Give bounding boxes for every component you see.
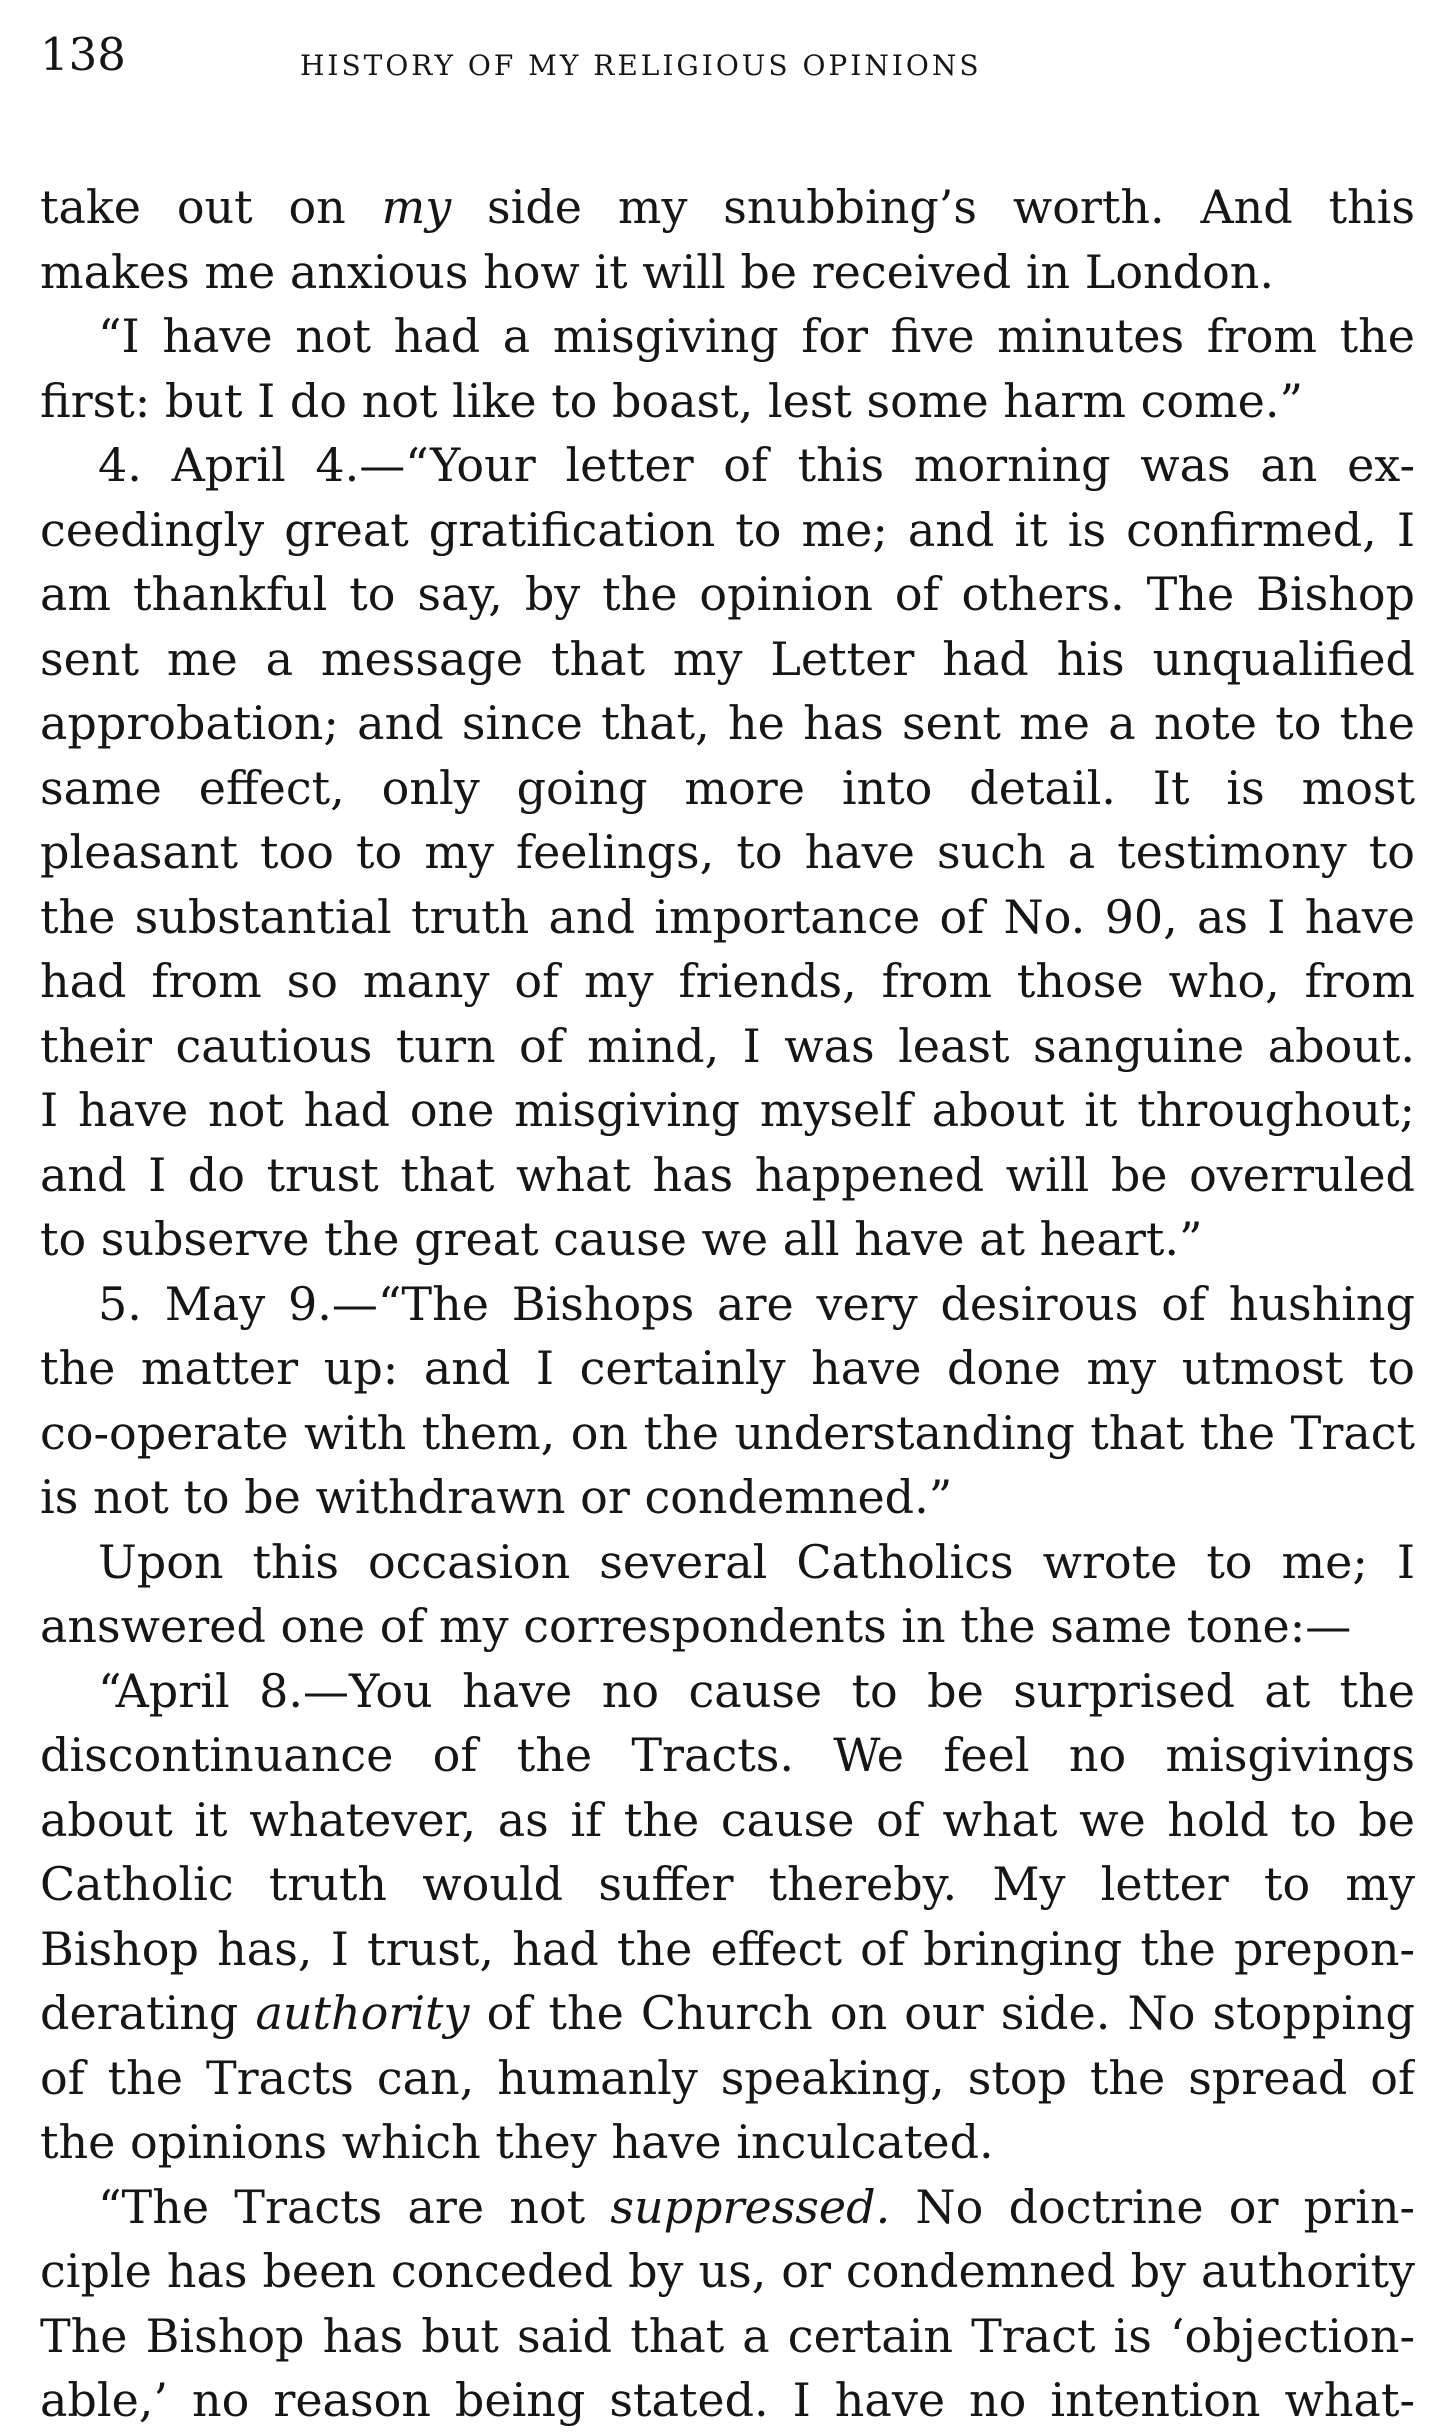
text-line-24: “April 8.—You have no cause to be surprised at the	[98, 1663, 1415, 1718]
running-title: HISTORY OF MY RELIGIOUS OPINIONS	[300, 49, 982, 82]
text-line-26: about it whatever, as if the cause of what we hold to be	[40, 1792, 1415, 1847]
text-line-17: to subserve the great cause we all have at heart.”	[40, 1212, 1203, 1266]
text-line-10: same effect, only going more into detail. It is most	[40, 760, 1415, 815]
text-line-11: pleasant too to my feelings, to have such a testimony to	[40, 825, 1415, 879]
text-line-19: the matter up: and I certainly have done my utmost to	[40, 1341, 1415, 1395]
text-line-20: co-operate with them, on the understanding that the Tract	[40, 1405, 1415, 1460]
text-line-23: answered one of my correspondents in the same tone:—	[40, 1599, 1352, 1653]
text-line-31: the opinions which they have inculcated.	[40, 2115, 994, 2169]
text-line-21: is not to be withdrawn or condemned.”	[40, 1470, 953, 1524]
text-line-16: and I do trust that what has happened will be overruled	[40, 1147, 1415, 1202]
text-line-29: derating authority of the Church on our side. No stopping	[40, 1986, 1415, 2040]
page-number: 138	[40, 28, 126, 81]
text-line-9: approbation; and since that, he has sent me a note to the	[40, 696, 1415, 750]
italic-emphasis: suppressed.	[610, 2179, 891, 2234]
text-line-12: the substantial truth and importance of No. 90, as I have	[40, 889, 1415, 944]
book-page	[40, 28, 1415, 2427]
page-header	[40, 30, 1415, 100]
text-line-6: ceedingly great gratification to me; and it is confirmed, I	[40, 502, 1415, 557]
text-line-7: am thankful to say, by the opinion of others. The Bishop	[40, 567, 1415, 621]
text-line-5: 4. April 4.—“Your letter of this morning was an ex-	[98, 438, 1415, 492]
text-line-1: take out on my side my snubbing’s worth. And this	[40, 180, 1415, 234]
text-line-22: Upon this occasion several Catholics wrote to me; I	[98, 1534, 1415, 1589]
text-line-30: of the Tracts can, humanly speaking, stop the spread of	[40, 2050, 1415, 2105]
text-line-8: sent me a message that my Letter had his unqualified	[40, 631, 1415, 686]
text-line-2: makes me anxious how it will be received in London.	[40, 244, 1275, 299]
text-line-3: “I have not had a misgiving for five minutes from the	[98, 309, 1415, 363]
text-line-25: discontinuance of the Tracts. We feel no misgivings	[40, 1728, 1415, 1782]
text-line-4: first: but I do not like to boast, lest some harm come.”	[40, 373, 1304, 428]
text-line-18: 5. May 9.—“The Bishops are very desirous of hushing	[98, 1276, 1415, 1331]
text-line-28: Bishop has, I trust, had the effect of bringing the prepon-	[40, 1921, 1415, 1976]
text-line-33: ciple has been conceded by us, or condemned by authority	[40, 2244, 1415, 2298]
body-text	[40, 175, 1415, 2433]
text-line-27: Catholic truth would suffer thereby. My letter to my	[40, 1857, 1415, 1911]
text-line-34: The Bishop has but said that a certain Tract is ‘objection-	[40, 2308, 1415, 2363]
italic-emphasis: authority	[255, 1986, 470, 2040]
text-line-35: able,’ no reason being stated. I have no intention what-	[40, 2373, 1415, 2427]
text-line-32: “The Tracts are not suppressed. No doctrine or prin-	[98, 2179, 1415, 2234]
text-line-15: I have not had one misgiving myself about it throughout;	[40, 1083, 1415, 1137]
italic-emphasis: my	[381, 180, 452, 234]
text-line-14: their cautious turn of mind, I was least sanguine about.	[40, 1018, 1415, 1073]
text-line-13: had from so many of my friends, from those who, from	[40, 954, 1415, 1008]
